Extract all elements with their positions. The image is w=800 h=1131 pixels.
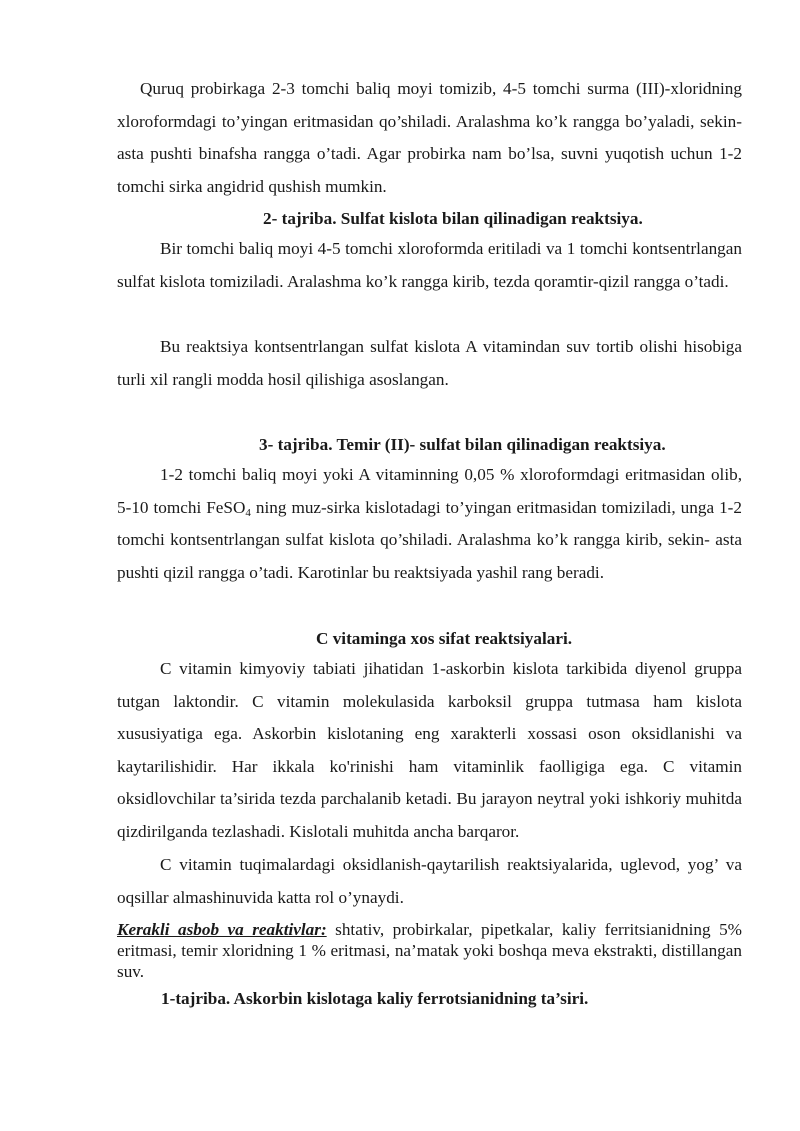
paragraph-iron-part2: ning muz-sirka kislotadagi to’yingan eritmasidan tomiziladi, unga 1-2 tomchi kontsentrlangan sulfat kislota qo’shiladi. Aralashma ko’k rangga kirib, sekin- asta pushti qizil rangga o’tadi. Karotinlar bu reaktsiyada yashil rang beradi.	[117, 497, 742, 582]
section-heading-vitamin-c: C vitaminga xos sifat reaktsiyalari.	[316, 629, 573, 648]
heading-experiment-2: 2- tajriba. Sulfat kislota bilan qilinadigan reaktsiya.	[263, 209, 643, 228]
heading-experiment-3: 3- tajriba. Temir (II)- sulfat bilan qilinadigan reaktsiya.	[259, 435, 666, 454]
paragraph-vitamin-c-role: C vitamin tuqimalardagi oksidlanish-qaytarilish reaktsiyalarida, uglevod, yog’ va oqsillar almashinuvida katta rol o’ynaydi.	[117, 855, 742, 907]
paragraph-iron-sulfate-reaction	[117, 459, 742, 589]
equipment-label: Kerakli asbob va reaktivlar:	[117, 920, 327, 939]
paragraph-sulfuric-procedure: Bir tomchi baliq moyi 4-5 tomchi xloroformda eritiladi va 1 tomchi kontsentrlangan sulfat kislota tomiziladi. Aralashma ko’k rangga kirib, tezda qoramtir-qizil rangga o’tadi.	[117, 239, 742, 291]
equipment-list: shtativ, probirkalar, pipetkalar, kaliy ferritsianidning 5% eritmasi, temir xloridning 1 % eritmasi, na’matak yoki boshqa meva ekstrakti, distillangan suv.	[117, 920, 742, 981]
paragraph-iron-part1: 1-2 tomchi baliq moyi yoki A vitaminning 0,05 % xloroformdagi eritmasidan olib, 5-10 tomchi FeSO	[117, 465, 742, 517]
paragraph-equipment	[117, 919, 742, 982]
paragraph-vitamin-c-properties: C vitamin kimyoviy tabiati jihatidan 1-askorbin kislota tarkibida diyenol gruppa tutgan laktondir. C vitamin molekulasida karboksil gruppa tutmasa ham kislota xususiyatiga ega. Askorbin kislotaning eng xarakterli xossasi oson oksidlanishi va kaytarilishidir. Har ikkala ko'rinishi ham vitaminlik faolligiga ega. C vitamin oksidlovchilar ta’sirida tezda parchalanib ketadi. Bu jarayon neytral yoki ishkoriy muhitda qizdirilganda tezlashadi. Kislotali muhitda ancha barqaror.	[117, 659, 742, 841]
formula-subscript: 4	[245, 506, 251, 519]
paragraph-sulfuric-explanation: Bu reaktsiya kontsentrlangan sulfat kislota A vitamindan suv tortib olishi hisobiga turli xil rangli modda hosil qilishiga asoslangan.	[117, 337, 742, 389]
paragraph-antimony-reaction: Quruq probirkaga 2-3 tomchi baliq moyi tomizib, 4-5 tomchi surma (III)-xloridning xloroformdagi to’yingan eritmasidan qo’shiladi. Aralashma ko’k rangga bo’yaladi, sekin- asta pushti binafsha rangga o’tadi. Agar probirka nam bo’lsa, suvni yuqotish uchun 1-2 tomchi sirka angidrid qushish mumkin.	[117, 79, 742, 196]
heading-experiment-1-ascorbic: 1-tajriba. Askorbin kislotaga kaliy ferrotsianidning ta’siri.	[161, 989, 589, 1008]
